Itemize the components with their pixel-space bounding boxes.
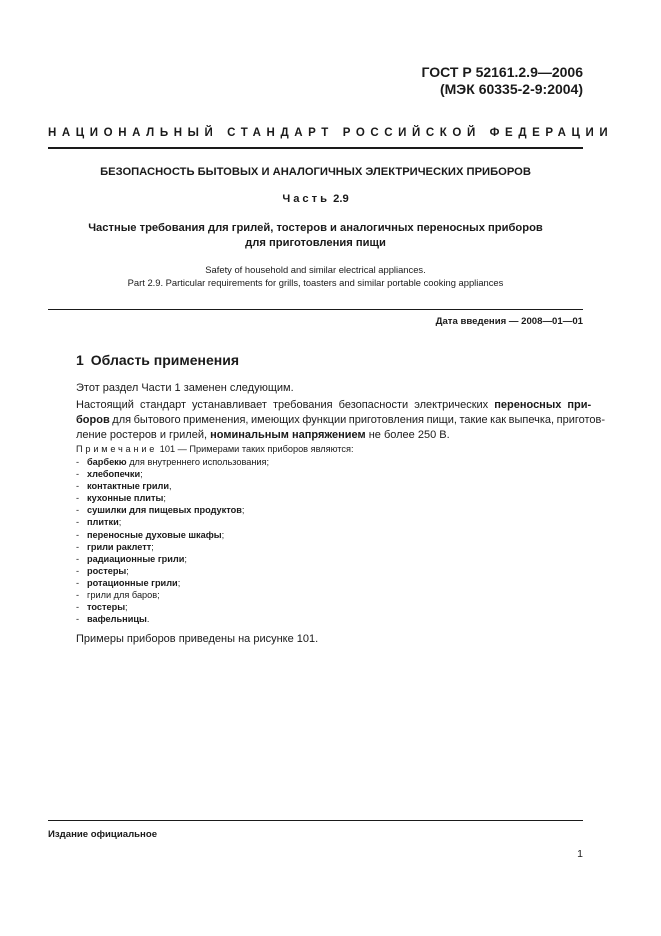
note-label: Примечание [76, 444, 158, 454]
list-item-rest: ; [125, 602, 128, 613]
english-title-line-1: Safety of household and similar electrical appliances. [205, 264, 426, 275]
list-item-term: радиационные грили [87, 553, 185, 564]
introduction-date: Дата введения — 2008—01—01 [435, 316, 583, 327]
list-item-rest: ; [151, 541, 154, 552]
scope-term: переносных при- [494, 399, 592, 411]
scope-text: для бытового применения, имеющих функции приготовления пищи, такие как выпечка, приготов- [109, 414, 606, 427]
note-text: 101 — Примерами таких приборов являются: [157, 444, 354, 454]
list-item-rest: для внутреннего использования; [126, 457, 270, 467]
list-item-rest: ; [118, 517, 122, 528]
iec-code: (МЭК 60335-2-9:2004) [439, 81, 583, 97]
list-item-term: барбекю [87, 457, 127, 467]
standard-code: ГОСТ Р 52161.2.9—2006 [421, 64, 583, 80]
list-item-term: вафельницы [87, 614, 147, 625]
date-divider [48, 309, 583, 310]
list-item-term: кухонные плиты [87, 493, 164, 504]
list-item-term: хлебопечки [87, 469, 141, 480]
list-item [76, 529, 269, 541]
list-bullet: - [76, 541, 80, 552]
list-item-term: плитки [87, 517, 119, 528]
header-divider [48, 147, 583, 149]
list-bullet: - [76, 614, 80, 625]
page-number: 1 [577, 848, 583, 860]
section-number: 1 [76, 352, 84, 368]
paragraph-figure-reference: Примеры приборов приведены на рисунке 101. [76, 633, 319, 645]
english-title-line-2: Part 2.9. Particular requirements for grills, toasters and similar portable cooking appliances [127, 277, 504, 288]
list-bullet: - [76, 529, 80, 540]
list-item [76, 589, 269, 601]
list-item-rest: ; [221, 529, 225, 540]
list-item-rest: ; [163, 493, 166, 504]
list-bullet: - [76, 590, 80, 601]
subtitle-line-2: для приготовления пищи [245, 237, 386, 249]
paragraph-scope [76, 398, 606, 444]
list-item-term: ростеры [87, 565, 127, 576]
scope-line-3 [76, 428, 583, 443]
scope-line-2 [76, 413, 606, 428]
scope-term: номинальным напряжением [210, 429, 366, 442]
scope-line-1 [76, 398, 592, 413]
list-item-term: грили раклетт [87, 541, 152, 552]
list-item [76, 468, 269, 480]
list-item-term: переносные духовые шкафы [87, 529, 222, 540]
list-item [76, 492, 269, 504]
official-edition-label: Издание официальное [48, 829, 158, 840]
document-title: БЕЗОПАСНОСТЬ БЫТОВЫХ И АНАЛОГИЧНЫХ ЭЛЕКТРИЧЕСКИХ ПРИБОРОВ [100, 166, 531, 178]
list-item-rest: , [168, 481, 172, 492]
list-item-rest: ; [184, 553, 187, 564]
list-item-rest: ; [241, 505, 245, 516]
list-bullet: - [76, 481, 80, 492]
scope-text: Настоящий стандарт устанавливает требования безопасности электрических [76, 399, 495, 411]
list-bullet: - [76, 517, 80, 528]
list-bullet: - [76, 493, 80, 504]
list-item-term: тостеры [87, 602, 126, 613]
list-item-rest: . [146, 614, 150, 625]
list-item-rest: ; [177, 577, 181, 588]
footer-divider [48, 820, 583, 821]
section-heading [76, 352, 239, 368]
scope-text: ление ростеров и грилей, [76, 429, 211, 442]
list-bullet: - [76, 505, 80, 516]
document-subtitle [48, 221, 583, 251]
list-item-rest: ; [140, 469, 143, 480]
national-standard-heading: НАЦИОНАЛЬНЫЙ СТАНДАРТ РОССИЙСКОЙ ФЕДЕРАЦИИ [48, 127, 614, 139]
list-item [76, 504, 269, 516]
list-item-rest: ; [126, 565, 129, 576]
list-item-term: ротационные грили [87, 577, 178, 588]
list-item [76, 613, 269, 625]
scope-term: боров [76, 414, 110, 427]
part-label: Часть [282, 193, 330, 205]
note-heading [76, 444, 354, 454]
list-item [76, 516, 269, 528]
list-bullet: - [76, 469, 80, 480]
list-bullet: - [76, 553, 80, 564]
list-item [76, 577, 269, 589]
list-bullet: - [76, 457, 80, 467]
list-bullet: - [76, 602, 80, 613]
list-item [76, 553, 269, 565]
appliance-list [76, 456, 269, 625]
scope-text: не более 250 В. [365, 429, 450, 442]
list-item [76, 480, 269, 492]
list-item-rest: грили для баров; [87, 590, 160, 601]
part-heading [48, 193, 583, 205]
list-bullet: - [76, 565, 80, 576]
english-title [48, 263, 583, 289]
list-item-term: контактные грили [87, 481, 169, 492]
list-item-term: сушилки для пищевых продуктов [87, 505, 242, 516]
list-item [76, 541, 269, 553]
list-item [76, 456, 269, 468]
list-item [76, 601, 269, 613]
standard-code-block [422, 64, 584, 98]
paragraph-replacement: Этот раздел Части 1 заменен следующим. [76, 382, 294, 394]
part-number: 2.9 [333, 193, 349, 205]
list-item [76, 565, 269, 577]
subtitle-line-1: Частные требования для грилей, тостеров и аналогичных переносных приборов [88, 222, 543, 234]
section-title: Область применения [90, 352, 240, 368]
list-bullet: - [76, 577, 80, 588]
